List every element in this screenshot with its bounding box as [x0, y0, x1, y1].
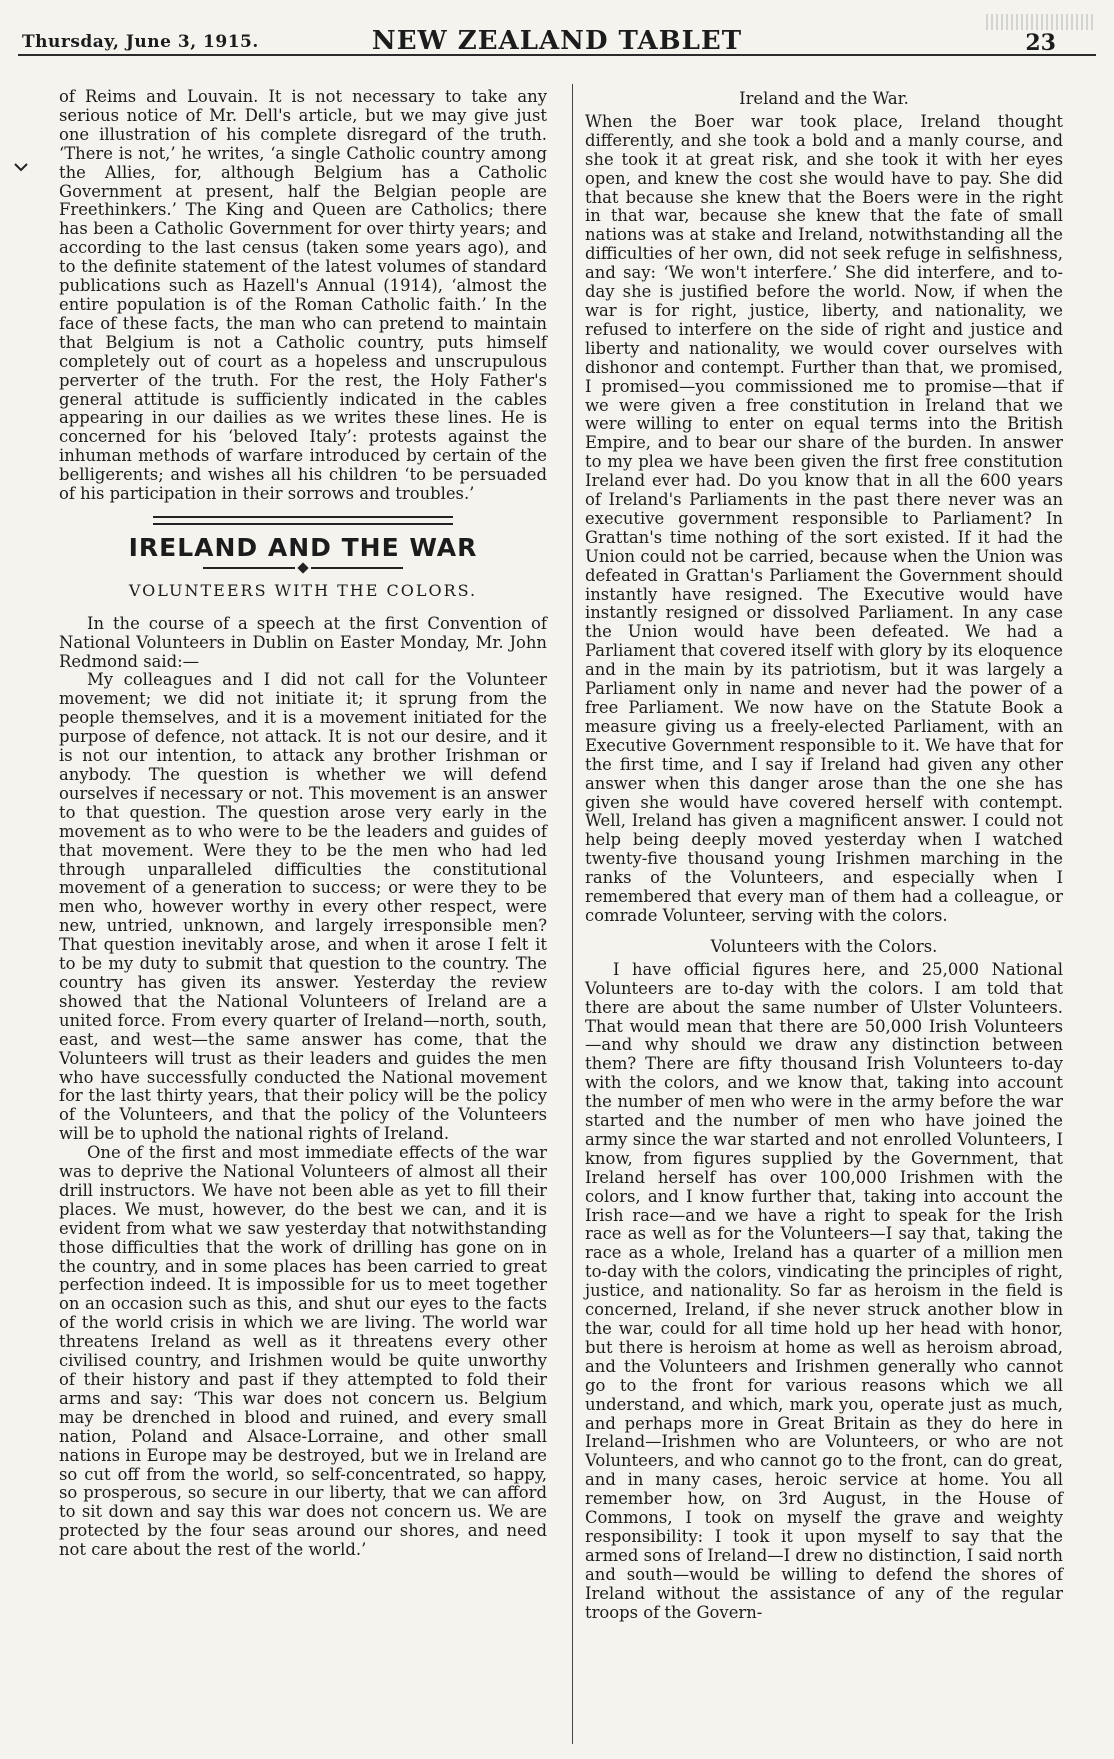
article-paragraph: My colleagues and I did not call for the Volunteer movement; we did not initiate it; it sprung from the people themselves, and it is a movement initiated for the purpose of defence, not attack. It is not our desire, and it is not our intention, to attack any brother Irishman or anybody. The question is whether we will defend ourselves if necessary or not. This movement is an answer to that question. The question arose very early in the movement as to who were to be the leaders and guides of that movement. Were they to be the men who had led through unparalleled difficulties the constitutional movement of a generation to success; or were they to be men who, however worthy in every other respect, were new, untried, unknown, and largely irresponsible men? That question inevitably arose, and when it arose I felt it to be my duty to submit that question to the country. The country has given its answer. Yesterday the review showed that the National Volunteers of Ireland are a united force. From every quarter of Ireland—north, south, east, and west—the same answer has come, that the Volunteers will trust as their leaders and guides the men who have successfully conducted the National movement for the last thirty years, that their policy will be the policy of the Volunteers, and that the policy of the Volunteers will be to uphold the national rights of Ireland.: [59, 670, 547, 1144]
headline-ornament: [203, 564, 403, 572]
article-paragraph: I have official figures here, and 25,000 National Volunteers are to-day with the colors. I am told that there are about the same number of Ulster Volunteers. That would mean that there are 50,000 Irish Volunteers—and why should we draw any distinction between them? There are fifty thousand Irish Volunteers to-day with the colors, and we know that, taking into account the number of men who were in the army before the war started and the number of men who have joined the army since the war started and not enrolled Volunteers, I know, from figures supplied by the Government, that Ireland herself has over 100,000 Irishmen with the colors, and I know further that, taking into account the Irish race—and we have a right to speak for the Irish race as well as for the Volunteers—I say that, taking the race as a whole, Ireland has a quarter of a million men to-day with the colors, vindicating the principles of right, justice, and nationality. So far as heroism in the field is concerned, Ireland, if she never struck another blow in the war, could for all time hold up her head with honor, but there is heroism at home as well as heroism abroad, and the Volunteers and Irishmen generally who cannot go to the front for various reasons which we all understand, and which, mark you, operate just as much, and perhaps more in Great Britain as they do here in Ireland—Irishmen who are Volunteers, or who are not Volunteers, and who cannot go to the front, can do great, and in many cases, heroic service at home. You all remember how, on 3rd August, in the House of Commons, I took on myself the grave and weighty responsibility: I took it upon myself to say that the armed sons of Ireland—I drew no distinction, I said north and south—would be willing to defend the shores of Ireland without the assistance of any of the regular troops of the Govern-: [585, 959, 1063, 1622]
library-stamp-mark: [986, 14, 1096, 30]
newspaper-title: NEW ZEALAND TABLET: [371, 26, 743, 56]
issue-date: Thursday, June 3, 1915.: [22, 32, 259, 52]
margin-arrow-icon: [14, 160, 28, 174]
section-heading-volunteers-colors: Volunteers with the Colors.: [710, 936, 938, 956]
masthead: [18, 14, 1096, 56]
article-paragraph: When the Boer war took place, Ireland thought differently, and she took a bold and a manly course, and she took it at great risk, and she took it with her eyes open, and knew the cost she would have to pay. She did that because she knew that the Boers were in the right in that war, because she knew that the fate of small nations was at stake and Ireland, notwithstanding all the difficulties of her own, did not seek refuge in selfishness, and say: ‘We won't interfere.’ She did interfere, and to-day she is justified before the world. Now, if when the war is for right, justice, liberty, and nationality, we refused to interfere on the side of right and justice and liberty and nationality, we would cover ourselves with dishonor and contempt. Further than that, we promised, I promised—you commissioned me to promise—that if we were given a free constitution in Ireland that we were willing to enter on equal terms into the British Empire, and to bear our share of the burden. In answer to my plea we have been given the first free constitution Ireland ever had. Do you know that in all the 600 years of Ireland's Parliaments in the past there never was an executive government responsible to Parliament? In Grattan's time nothing of the sort existed. If it had the Union could not be carried, because when the Union was defeated in Grattan's Parliament the Government should instantly have resigned. The Executive would have instantly resigned or dissolved Parliament. In any case the Union would have been defeated. We had a Parliament that covered itself with glory by its eloquence and in the main by its patriotism, but it was largely a Parliament only in name and never had the power of a free Parliament. We now have on the Statute Book a measure giving us a freely-elected Parliament, with an Executive Government responsible to it. We have that for the first time, and I say if Ireland had given any other answer when this danger arose than the one she has given she would have covered herself with contempt. Well, Ireland has given a magnificent answer. I could not help being deeply moved yesterday when I watched twenty-five thousand young Irishmen marching in the ranks of the Volunteers, and especially when I remembered that every man of them had a colleague, or comrade Volunteer, serving with the colors.: [585, 111, 1063, 925]
left-column: [59, 88, 547, 1560]
article-subheadline: VOLUNTEERS WITH THE COLORS.: [128, 580, 478, 600]
continued-article-text: of Reims and Louvain. It is not necessary to take any serious notice of Mr. Dell's article, but we may give just one illustration of his complete disregard of the truth. ‘There is not,’ he writes, ‘a single Catholic country among the Allies, for, although Belgium has a Catholic Government at present, half the Belgian people are Freethinkers.’ The King and Queen are Catholics; there has been a Catholic Government for over thirty years; and according to the last census (taken some years ago), and to the definite statement of the latest volumes of standard publications such as Hazell's Annual (1914), ‘almost the entire population is of the Roman Catholic faith.’ In the face of these facts, the man who can pretend to maintain that Belgium is not a Catholic country, puts himself completely out of court as a hopeless and unscrupulous perverter of the truth. For the rest, the Holy Father's general attitude is sufficiently indicated in the cables appearing in our dailies as we writes these lines. He is concerned for his ‘beloved Italy’: protests against the inhuman methods of warfare introduced by certain of the belligerents; and wishes all his children ‘to be persuaded of his participation in their sorrows and troubles.’: [59, 87, 547, 504]
article-paragraph: In the course of a speech at the first Convention of National Volunteers in Dublin on Easter Monday, Mr. John Redmond said:—: [59, 613, 547, 671]
right-column: [585, 88, 1063, 1623]
article-paragraph: One of the first and most immediate effects of the war was to deprive the National Volunteers of almost all their drill instructors. We have not been able as yet to fill their places. We must, however, do the best we can, and it is evident from what we saw yesterday that notwithstanding those difficulties that the work of drilling has gone on in the country, and in some places has been carried to great perfection indeed. It is impossible for us to meet together on an occasion such as this, and shut our eyes to the facts of the world crisis in which we are living. The world war threatens Ireland as well as it threatens every other civilised country, and Irishmen would be quite unworthy of their history and past if they attempted to fold their arms and say: ‘This war does not concern us. Belgium may be drenched in blood and ruined, and every small nation, Poland and Alsace-Lorraine, and other small nations in Europe may be destroyed, but we in Ireland are so cut off from the world, so self-concentrated, so happy, so prosperous, so secure in our liberty, that we can afford to sit down and say this war does not concern us. We are protected by the four seas around our shores, and need not care about the rest of the world.’: [59, 1143, 547, 1560]
section-separator: [153, 516, 453, 525]
article-headline: IRELAND AND THE WAR: [128, 532, 478, 562]
column-divider: [572, 84, 573, 1744]
page-number: 23: [1025, 30, 1056, 56]
section-heading-ireland-war: Ireland and the War.: [739, 89, 909, 108]
